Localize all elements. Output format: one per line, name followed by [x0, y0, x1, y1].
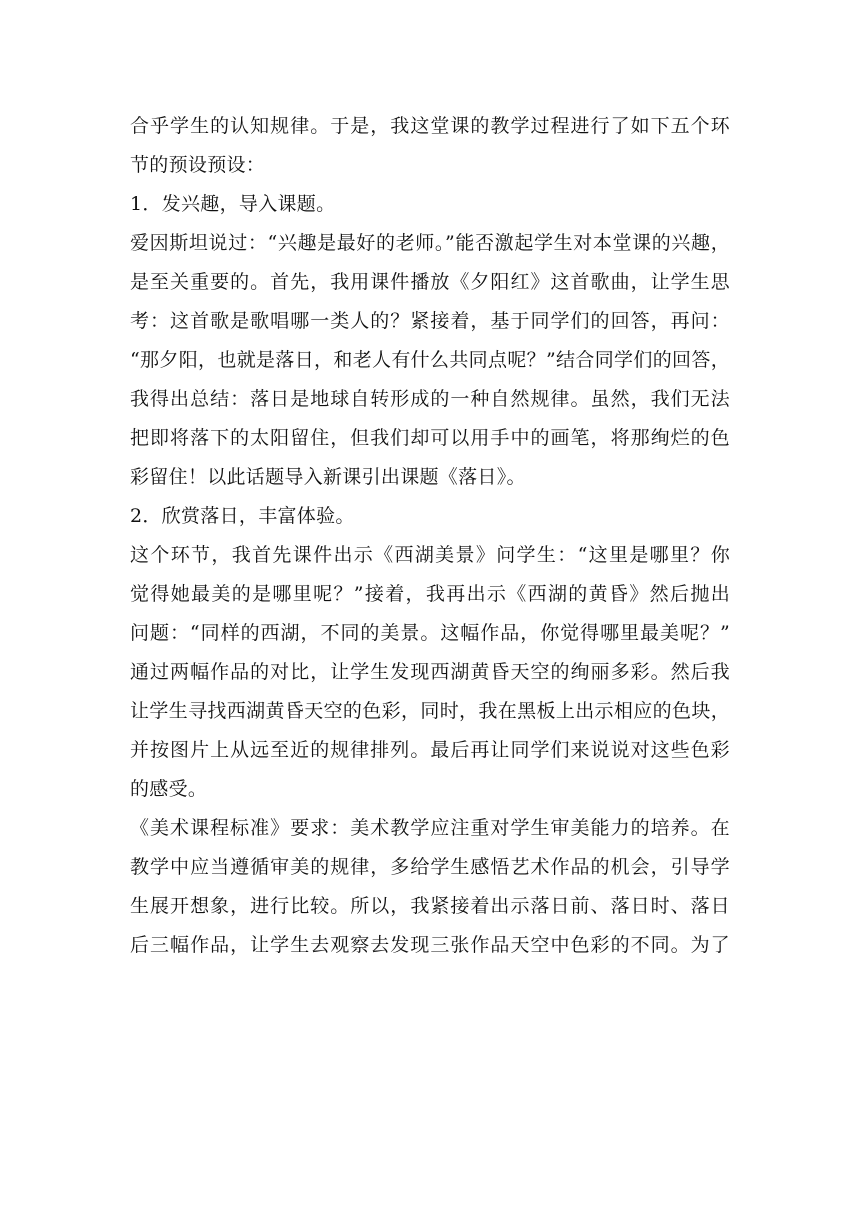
text-line: 我得出总结：落日是地球自转形成的一种自然规律。虽然，我们无法	[130, 388, 730, 410]
text-line: 并按图片上从远至近的规律排列。最后再让同学们来说说对这些色彩	[130, 739, 730, 761]
text-line: 后三幅作品，让学生去观察去发现三张作品天空中色彩的不同。为了	[130, 934, 730, 956]
text-line: 考：这首歌是歌唱哪一类人的？紧接着，基于同学们的回答，再问：	[130, 310, 730, 332]
text-line: 把即将落下的太阳留住，但我们却可以用手中的画笔，将那绚烂的色	[130, 427, 730, 449]
text-line: 彩留住！以此话题导入新课引出课题《落日》。	[130, 466, 526, 488]
text-line: 生展开想象，进行比较。所以，我紧接着出示落日前、落日时、落日	[130, 895, 730, 917]
section-heading: 1．发兴趣，导入课题。	[130, 193, 336, 215]
section-heading: 2．欣赏落日，丰富体验。	[130, 505, 355, 527]
text-line: 教学中应当遵循审美的规律，多给学生感悟艺术作品的机会，引导学	[130, 856, 730, 878]
text-line: 爱因斯坦说过：“兴趣是最好的老师。”能否激起学生对本堂课的兴趣，	[130, 232, 730, 254]
text-line: 是至关重要的。首先，我用课件播放《夕阳红》这首歌曲，让学生思	[130, 271, 730, 293]
text-line: 合乎学生的认知规律。于是，我这堂课的教学过程进行了如下五个环	[130, 115, 730, 137]
text-line: 的感受。	[130, 778, 208, 800]
text-line: 这个环节，我首先课件出示《西湖美景》问学生：“这里是哪里？你	[130, 544, 730, 566]
text-line: “那夕阳，也就是落日，和老人有什么共同点呢？”结合同学们的回答，	[130, 349, 730, 371]
text-line: 通过两幅作品的对比，让学生发现西湖黄昏天空的绚丽多彩。然后我	[130, 661, 730, 683]
document-body	[130, 107, 730, 965]
text-line: 《美术课程标准》要求：美术教学应注重对学生审美能力的培养。在	[130, 817, 730, 839]
text-line: 节的预设预设：	[130, 154, 266, 176]
text-line: 让学生寻找西湖黄昏天空的色彩，同时，我在黑板上出示相应的色块，	[130, 700, 730, 722]
text-line: 问题：“同样的西湖，不同的美景。这幅作品，你觉得哪里最美呢？”	[130, 622, 730, 644]
text-line: 觉得她最美的是哪里呢？”接着，我再出示《西湖的黄昏》然后抛出	[130, 583, 730, 605]
